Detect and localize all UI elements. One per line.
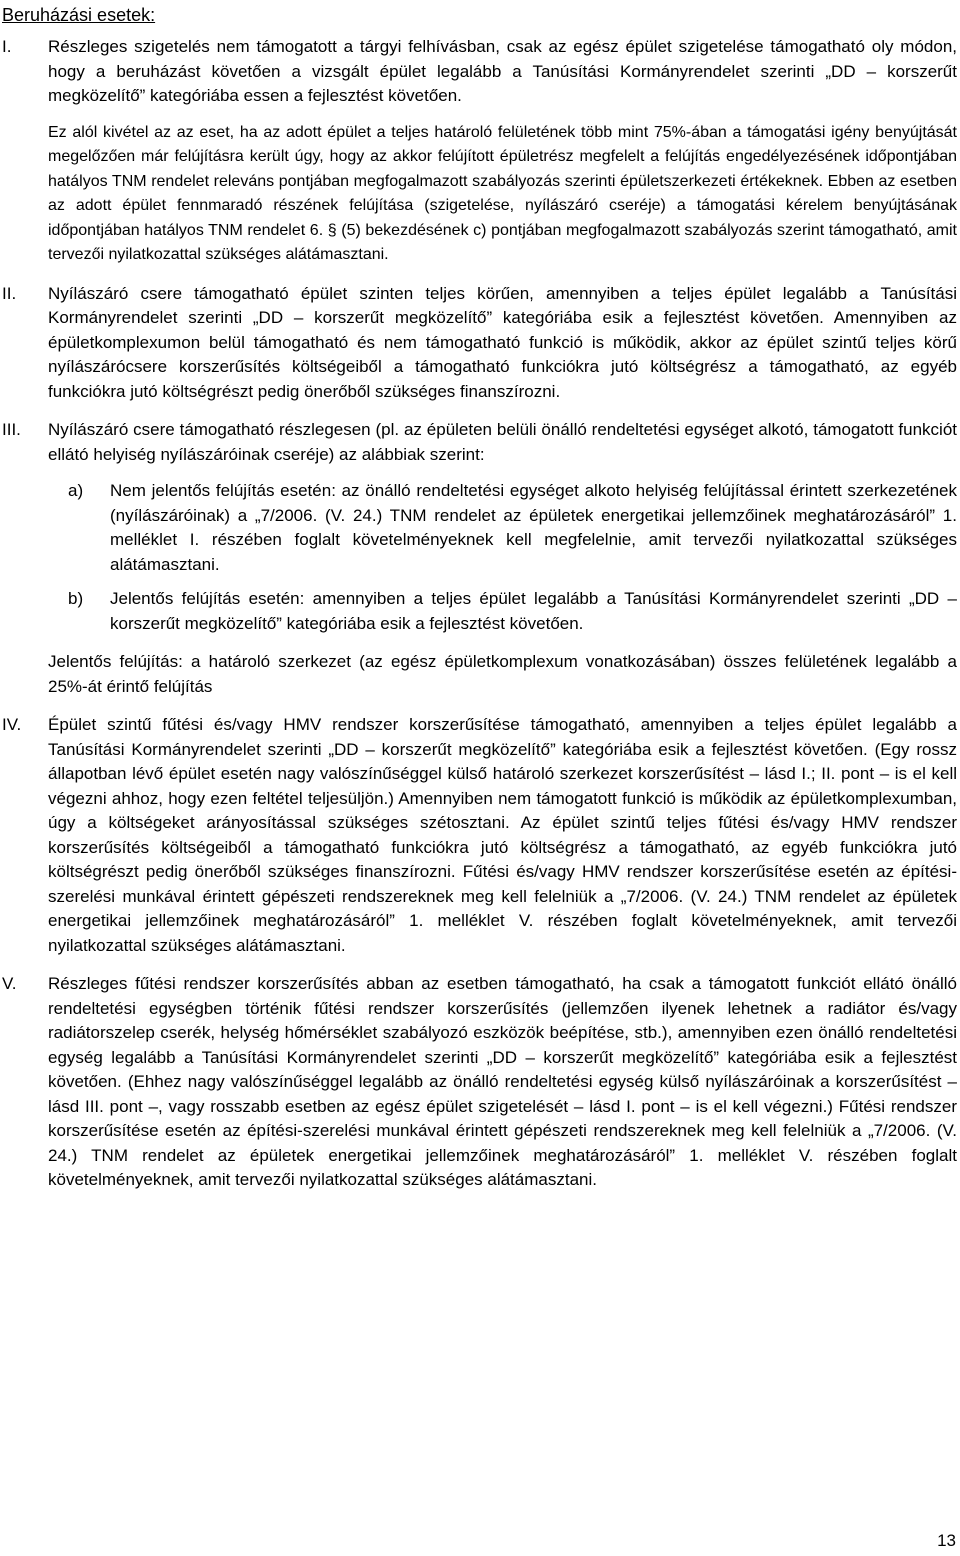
case-item-4 xyxy=(2,713,957,958)
sub-item-text: Jelentős felújítás esetén: amennyiben a teljes épület legalább a Tanúsítási Kormányrendelet szerinti „DD – korszerűt megközelítő” kategóriába esik a fejlesztést követően. xyxy=(110,589,957,633)
case-body xyxy=(48,972,957,1193)
case-item-5 xyxy=(2,972,957,1193)
case-paragraph: Ez alól kivétel az az eset, ha az adott épület a teljes határoló felületének több mint 75%-ában a támogatási igény benyújtását megelőzően már felújításra került úgy, hogy az akkor felújított épületrész megfelelt a felújítás engedélyezésének időpontjában hatályos TNM rendelet releváns pontjában megfogalmazott szabályozás szerinti épületszerkezeti értékeknek. Ebben az esetben az adott épület fennmaradó részének felújítása (szigetelése, nyílászáró cseréje) a támogatási kérelem benyújtásának időpontjában hatályos TNM rendelet 6. § (5) bekezdésének c) pontjában megfogalmazott szabályozás szerint támogatható, amit tervezői nyilatkozattal szükséges alátámasztani. xyxy=(48,123,957,263)
sub-item-b xyxy=(48,587,957,636)
case-paragraph: Részleges fűtési rendszer korszerűsítés abban az esetben támogatható, ha csak a támogatott funkciót ellátó önálló rendeltetési egységben történik fűtési rendszer korszerűsítés (jellemzően ilyenek lehetnek a radiátor és/vagy radiátorszelep cserék, helység hőmérséklet szabályozó eszközök beépítése, stb.), amennyiben ezen önálló rendeltetési egység legalább a Tanúsítási Kormányrendelet szerinti „DD – korszerűt megközelítő” kategóriába esik a fejlesztést követően. (Ehhez nagy valószínűséggel legalább az önálló rendeltetési egység külső nyílászáróinak a korszerűsítést – lásd III. pont –, vagy rosszabb esetben az egész épület szigetelését – lásd I. pont – is el kell végezni.) Fűtési rendszer korszerűsítése esetén az építési-szerelési munkával érintett gépészeti rendszereknek meg kell felelniük a „7/2006. (V. 24.) TNM rendelet az épületek energetikai jellemzőinek meghatározásáról” 1. melléklet V. részében foglalt követelményeknek, amit tervezői nyilatkozattal szükséges alátámasztani. xyxy=(48,974,957,1189)
sub-list xyxy=(48,479,957,636)
sub-item-text: Nem jelentős felújítás esetén: az önálló rendeltetési egységet alkoto helyiség felújítással érintett szerkezetének (nyílászáróinak) a „7/2006. (V. 24.) TNM rendelet az épületek energetikai jellemzőinek meghatározásáról” 1. melléklet I. részében foglalt követelményeknek kell megfelelnie, amit tervezői nyilatkozattal szükséges alátámasztani. xyxy=(110,481,957,574)
case-paragraph: Nyílászáró csere támogatható épület szinten teljes körűen, amennyiben a teljes épület legalább a Tanúsítási Kormányrendelet szerinti „DD – korszerűt megközelítő” kategóriába esik a fejlesztést követően. Amennyiben az épületkomplexumon belül támogatható és nem támogatható funkció is működik, akkor az épület szintű teljes körű nyílászárócsere korszerűsítés költségeiből a támogatható funkciókra jutó költségrész a támogatható, az egyéb funkciókra jutó költségrészt pedig önerőből szükséges finanszírozni. xyxy=(48,283,957,401)
case-body xyxy=(48,418,957,699)
page-number: 13 xyxy=(937,1531,956,1550)
case-number: I. xyxy=(2,37,12,56)
case-item-3 xyxy=(2,418,957,699)
sub-item-a xyxy=(48,479,957,577)
sub-item-marker: a) xyxy=(68,481,84,500)
case-intro: Nyílászáró csere támogatható részlegesen (pl. az épületen belüli önálló rendeltetési egységet alkotó, támogatott funkciót ellátó helyiség nyílászáróinak cseréje) az alábbiak szerint: xyxy=(48,420,957,464)
case-note: Jelentős felújítás: a határoló szerkezet (az egész épületkomplexum vonatkozásában) összes felületének legalább a 25%-át érintő felújítás xyxy=(48,652,957,696)
case-body xyxy=(48,35,957,268)
case-body xyxy=(48,713,957,958)
case-item-1 xyxy=(2,35,957,268)
case-paragraph: Épület szintű fűtési és/vagy HMV rendszer korszerűsítése támogatható, amennyiben a teljes épület legalább a Tanúsítási Kormányrendelet szerinti „DD – korszerűt megközelítő” kategóriába esik a fejlesztést követően. (Egy rossz állapotban lévő épület esetén nagy valószínűséggel külső határoló szerkezet korszerűsítést – lásd I.; II. pont – is el kell végezni ahhoz, hogy ezen feltétel teljesüljön.) Amennyiben nem támogatott funkció is működik az épületkomplexumban, úgy a költségeket arányosítással szükséges szétosztani. Az épület szintű teljes fűtési és/vagy HMV rendszer korszerűsítés költségeiből a támogatható funkciókra jutó költségrész a támogatható, az egyéb funkciókra jutó költségrészt pedig önerőből szükséges finanszírozni. Fűtési és/vagy HMV rendszer korszerűsítése esetén az építési-szerelési munkával érintett gépészeti rendszereknek meg kell felelniük a „7/2006. (V. 24.) TNM rendelet az épületek energetikai jellemzőinek meghatározásáról” 1. melléklet V. részében foglalt követelményeknek, amit tervezői nyilatkozattal szükséges alátámasztani. xyxy=(48,715,957,955)
case-number: IV. xyxy=(2,715,22,734)
case-body xyxy=(48,282,957,405)
section-heading: Beruházási esetek: xyxy=(2,5,156,25)
case-number: V. xyxy=(2,974,17,993)
sub-item-marker: b) xyxy=(68,589,84,608)
case-paragraph: Részleges szigetelés nem támogatott a tárgyi felhívásban, csak az egész épület szigetelése támogatható oly módon, hogy a beruházást követően a vizsgált épület legalább a Tanúsítási Kormányrendelet szerinti „DD – korszerűt megközelítő” kategóriába essen a fejlesztést követően. xyxy=(48,37,957,105)
case-item-2 xyxy=(2,282,957,405)
case-number: III. xyxy=(2,420,21,439)
case-number: II. xyxy=(2,283,17,303)
